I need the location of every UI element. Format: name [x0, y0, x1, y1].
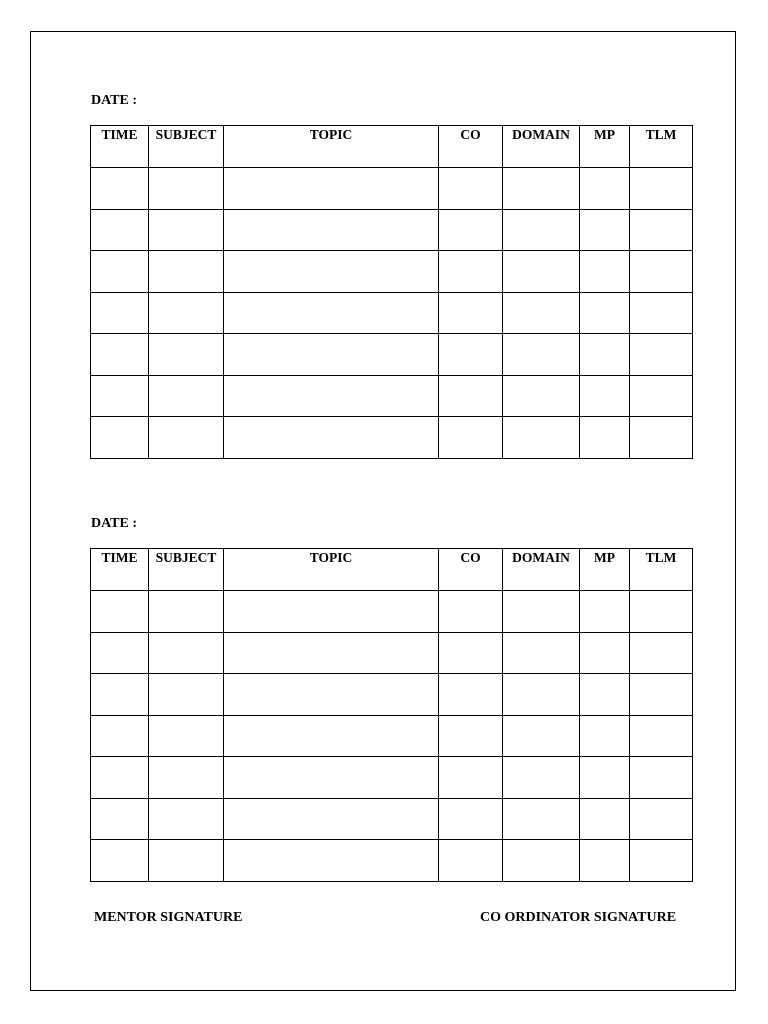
table-cell-topic[interactable]	[224, 417, 439, 459]
column-header-subject: SUBJECT	[149, 126, 224, 168]
table-cell-domain[interactable]	[503, 168, 580, 210]
table-cell-tlm[interactable]	[630, 417, 693, 459]
table-cell-mp[interactable]	[580, 375, 630, 417]
table-row	[91, 417, 693, 459]
table-cell-subject[interactable]	[149, 757, 224, 799]
column-header-domain: DOMAIN	[503, 126, 580, 168]
table-cell-tlm[interactable]	[630, 251, 693, 293]
table-cell-subject[interactable]	[149, 251, 224, 293]
schedule-table	[90, 548, 693, 882]
table-cell-time[interactable]	[91, 840, 149, 882]
table-cell-topic[interactable]	[224, 591, 439, 633]
table-cell-domain[interactable]	[503, 292, 580, 334]
table-cell-subject[interactable]	[149, 168, 224, 210]
table-cell-tlm[interactable]	[630, 292, 693, 334]
table-cell-topic[interactable]	[224, 334, 439, 376]
column-header-tlm: TLM	[630, 549, 693, 591]
column-header-tlm: TLM	[630, 126, 693, 168]
table-cell-time[interactable]	[91, 334, 149, 376]
column-header-subject: SUBJECT	[149, 549, 224, 591]
column-header-co: CO	[439, 549, 503, 591]
column-header-mp: MP	[580, 126, 630, 168]
table-cell-tlm[interactable]	[630, 591, 693, 633]
table-cell-co[interactable]	[439, 798, 503, 840]
mentor-signature-label: MENTOR SIGNATURE	[94, 910, 243, 925]
table-cell-co[interactable]	[439, 334, 503, 376]
table-cell-domain[interactable]	[503, 209, 580, 251]
table-row	[91, 334, 693, 376]
table-row	[91, 168, 693, 210]
table-cell-domain[interactable]	[503, 251, 580, 293]
column-header-topic: TOPIC	[224, 549, 439, 591]
table-cell-subject[interactable]	[149, 334, 224, 376]
table-cell-topic[interactable]	[224, 715, 439, 757]
table-cell-time[interactable]	[91, 715, 149, 757]
table-cell-tlm[interactable]	[630, 674, 693, 716]
table-cell-time[interactable]	[91, 632, 149, 674]
table-cell-topic[interactable]	[224, 757, 439, 799]
table-cell-co[interactable]	[439, 674, 503, 716]
table-row	[91, 209, 693, 251]
table-row	[91, 674, 693, 716]
table-row	[91, 798, 693, 840]
table-cell-domain[interactable]	[503, 334, 580, 376]
table-cell-subject[interactable]	[149, 591, 224, 633]
table-cell-subject[interactable]	[149, 840, 224, 882]
table-cell-subject[interactable]	[149, 674, 224, 716]
table-cell-subject[interactable]	[149, 715, 224, 757]
table-cell-topic[interactable]	[224, 292, 439, 334]
table-cell-time[interactable]	[91, 209, 149, 251]
table-cell-tlm[interactable]	[630, 168, 693, 210]
date-label: DATE :	[91, 93, 138, 108]
table-cell-topic[interactable]	[224, 375, 439, 417]
table-cell-subject[interactable]	[149, 417, 224, 459]
table-cell-topic[interactable]	[224, 798, 439, 840]
table-cell-domain[interactable]	[503, 715, 580, 757]
table-cell-time[interactable]	[91, 168, 149, 210]
table-cell-co[interactable]	[439, 757, 503, 799]
table-cell-mp[interactable]	[580, 840, 630, 882]
table-cell-time[interactable]	[91, 251, 149, 293]
table-cell-subject[interactable]	[149, 292, 224, 334]
column-header-mp: MP	[580, 549, 630, 591]
table-cell-tlm[interactable]	[630, 209, 693, 251]
column-header-domain: DOMAIN	[503, 549, 580, 591]
table-row	[91, 632, 693, 674]
table-cell-co[interactable]	[439, 632, 503, 674]
table-cell-domain[interactable]	[503, 757, 580, 799]
column-header-co: CO	[439, 126, 503, 168]
table-row	[91, 251, 693, 293]
table-cell-topic[interactable]	[224, 674, 439, 716]
table-cell-co[interactable]	[439, 209, 503, 251]
table-cell-mp[interactable]	[580, 417, 630, 459]
table-row	[91, 591, 693, 633]
table-cell-subject[interactable]	[149, 209, 224, 251]
table-cell-topic[interactable]	[224, 251, 439, 293]
table-cell-mp[interactable]	[580, 591, 630, 633]
table-cell-tlm[interactable]	[630, 715, 693, 757]
table-cell-subject[interactable]	[149, 375, 224, 417]
table-cell-domain[interactable]	[503, 591, 580, 633]
schedule-table	[90, 125, 693, 459]
table-cell-time[interactable]	[91, 757, 149, 799]
table-cell-time[interactable]	[91, 375, 149, 417]
table-cell-domain[interactable]	[503, 798, 580, 840]
table-cell-mp[interactable]	[580, 168, 630, 210]
table-cell-mp[interactable]	[580, 209, 630, 251]
table-cell-topic[interactable]	[224, 209, 439, 251]
table-cell-co[interactable]	[439, 591, 503, 633]
table-cell-mp[interactable]	[580, 251, 630, 293]
table-cell-time[interactable]	[91, 674, 149, 716]
table-row	[91, 757, 693, 799]
table-cell-co[interactable]	[439, 840, 503, 882]
table-cell-tlm[interactable]	[630, 375, 693, 417]
table-cell-co[interactable]	[439, 292, 503, 334]
table-cell-tlm[interactable]	[630, 798, 693, 840]
table-cell-domain[interactable]	[503, 632, 580, 674]
table-cell-mp[interactable]	[580, 798, 630, 840]
coordinator-signature-label: CO ORDINATOR SIGNATURE	[480, 910, 677, 925]
table-cell-domain[interactable]	[503, 674, 580, 716]
table-cell-mp[interactable]	[580, 292, 630, 334]
table-row	[91, 840, 693, 882]
table-cell-time[interactable]	[91, 417, 149, 459]
table-cell-time[interactable]	[91, 798, 149, 840]
date-label: DATE :	[91, 516, 138, 531]
table-cell-co[interactable]	[439, 375, 503, 417]
column-header-topic: TOPIC	[224, 126, 439, 168]
table-cell-co[interactable]	[439, 715, 503, 757]
table-cell-co[interactable]	[439, 417, 503, 459]
table-cell-topic[interactable]	[224, 168, 439, 210]
table-cell-mp[interactable]	[580, 632, 630, 674]
table-cell-time[interactable]	[91, 591, 149, 633]
table-cell-tlm[interactable]	[630, 632, 693, 674]
table-cell-domain[interactable]	[503, 840, 580, 882]
table-row	[91, 715, 693, 757]
table-cell-topic[interactable]	[224, 632, 439, 674]
table-cell-mp[interactable]	[580, 757, 630, 799]
table-cell-mp[interactable]	[580, 674, 630, 716]
table-cell-time[interactable]	[91, 292, 149, 334]
table-cell-domain[interactable]	[503, 417, 580, 459]
table-cell-mp[interactable]	[580, 334, 630, 376]
table-row	[91, 375, 693, 417]
table-cell-subject[interactable]	[149, 798, 224, 840]
table-cell-tlm[interactable]	[630, 840, 693, 882]
table-cell-topic[interactable]	[224, 840, 439, 882]
table-cell-domain[interactable]	[503, 375, 580, 417]
table-cell-subject[interactable]	[149, 632, 224, 674]
table-cell-co[interactable]	[439, 168, 503, 210]
table-header-row	[91, 126, 693, 168]
table-cell-mp[interactable]	[580, 715, 630, 757]
column-header-time: TIME	[91, 549, 149, 591]
table-cell-co[interactable]	[439, 251, 503, 293]
table-row	[91, 292, 693, 334]
column-header-time: TIME	[91, 126, 149, 168]
table-cell-tlm[interactable]	[630, 334, 693, 376]
table-header-row	[91, 549, 693, 591]
table-cell-tlm[interactable]	[630, 757, 693, 799]
